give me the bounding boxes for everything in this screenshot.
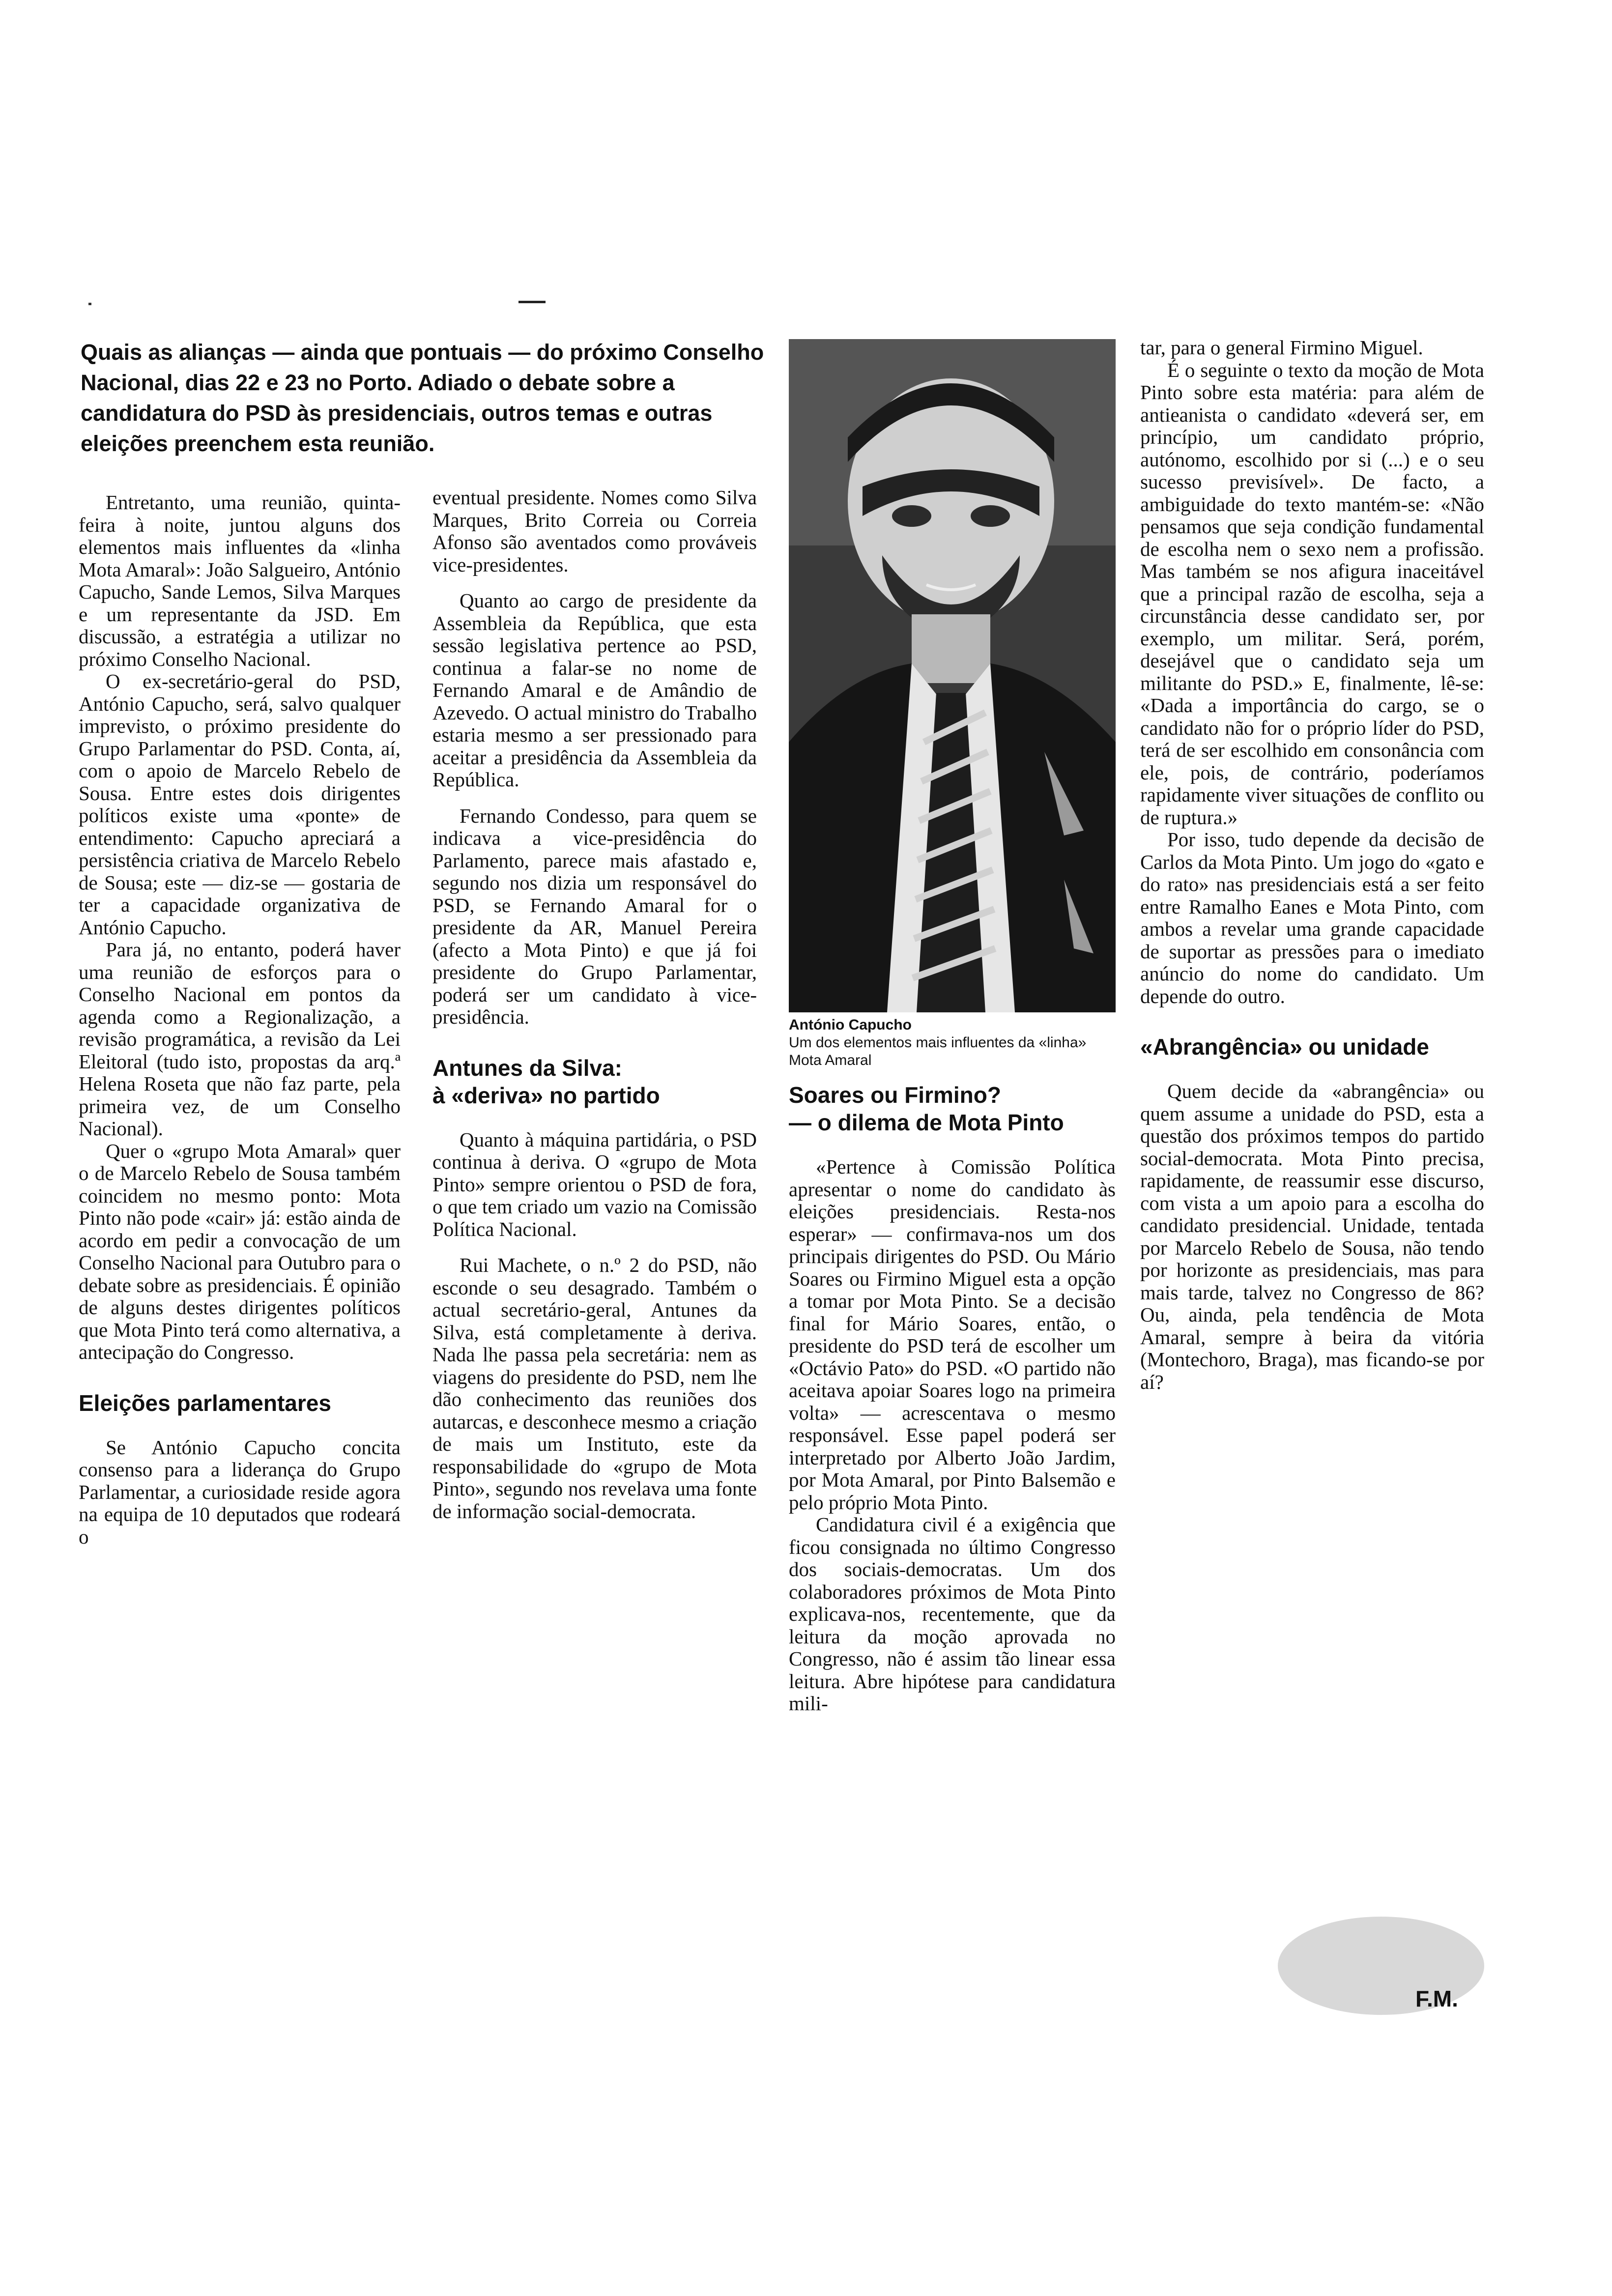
column2-paragraph: eventual presidente. Nomes como Silva Marques, Brito Correia ou Correia Afonso são aventados como prováveis vice-presidentes. [432, 486, 757, 576]
column1-paragraph: Se António Capucho concita consenso para a liderança do Grupo Parlamentar, a curiosidade reside agora na equipa de 10 deputados que rodeará o [79, 1435, 401, 1548]
portrait-illustration [789, 339, 1116, 1012]
article-column-2 [432, 487, 757, 1522]
subheading-line: Antunes da Silva: [432, 1055, 622, 1081]
column2-paragraph: Fernando Condesso, para quem se indicava a vice-presidência do Parlamento, parece mais afastado e, segundo nos dizia um responsável do PSD, se Fernando Amaral for o presidente da AR, Manuel Pereira (afecto a Mota Pinto) e que já foi presidente do Grupo Parlamentar, poderá ser um candidato à vice-presidência. [432, 804, 757, 1028]
subheading-soares-ou-firmino [789, 1081, 1116, 1136]
column4-paragraph: tar, para o general Firmino Miguel. [1140, 336, 1423, 359]
portrait-photo [789, 339, 1116, 1012]
subheading-line: Soares ou Firmino? [789, 1082, 1001, 1108]
column2-paragraph: Quanto ao cargo de presidente da Assembleia da República, que esta sessão legislativa pertence ao PSD, continua a falar-se no nome de Fernando Amaral e de Amândio de Azevedo. O actual ministro do Trabalho estaria mesmo a ser pressionado para aceitar a presidência da Assembleia da República. [432, 589, 757, 791]
subheading-line: — o dilema de Mota Pinto [789, 1110, 1064, 1135]
article-column-1 [79, 491, 401, 1548]
photo-caption [789, 1016, 1116, 1069]
column1-paragraph: Quer o «grupo Mota Amaral» quer o de Marcelo Rebelo de Sousa também coincidem no mesmo ponto: Mota Pinto não pode «cair» já: estão ainda de acordo em pedir a convocação de um Conselho Nacional para Outubro para o debate sobre as presidenciais. É opinião de alguns destes dirigentes políticos que Mota Pinto terá como alternativa, a antecipação do Congresso. [79, 1139, 401, 1363]
subheading-abrangencia-ou-unidade: «Abrangência» ou unidade [1140, 1034, 1429, 1060]
column4-paragraph: É o seguinte o texto da moção de Mota Pinto sobre esta matéria: para além de antieanista o candidato «deverá ser, em princípio, um candidato próprio, autónomo, escolhido por si (...) e o seu sucesso previsível». De facto, a ambiguidade do texto mantém-se: «Não pensamos que seja condição fundamental de escolha nem o sexo nem a profissão. Mas também se nos afigura inaceitável que a principal razão de escolha, seja a circunstância desse candidato ser, por exemplo, um militar. Será, porém, desejável que o candidato seja um militante do PSD.» E, finalmente, lê-se: «Dada a importância do cargo, se o candidato não for o próprio líder do PSD, terá de ser escolhido em consonância com ele, pois, de contrário, poderíamos rapidamente viver situações de conflito ou de ruptura.» [1140, 358, 1484, 829]
column2-paragraph: Quanto à máquina partidária, o PSD continua à deriva. O «grupo de Mota Pinto» sempre orientou o PSD de fora, o que tem criado um vazio na Comissão Política Nacional. [432, 1128, 757, 1240]
column1-paragraph: Entretanto, uma reunião, quinta-feira à noite, juntou alguns dos elementos mais influentes da «linha Mota Amaral»: João Salgueiro, António Capucho, Sande Lemos, Silva Marques e um representante da JSD. Em discussão, a estratégia a utilizar no próximo Conselho Nacional. [79, 491, 401, 670]
article-column-4 [1140, 337, 1484, 1393]
author-signature: F.M. [1415, 1986, 1458, 2011]
subheading-antunes-da-silva [432, 1054, 757, 1109]
column3-paragraph: «Pertence à Comissão Política apresentar o nome do candidato às eleições presidenciais. Resta-nos esperar» — confirmava-nos um dos principais dirigentes do PSD. Ou Mário Soares ou Firmino Miguel esta a opção a tomar por Mota Pinto. Se a decisão final for Mário Soares, então, o presidente do PSD terá de escolher um «Octávio Pato» do PSD. «O partido não aceitava apoiar Soares logo na primeira volta» — acrescentava o mesmo responsável. Esse papel poderá ser interpretado por Alberto João Jardim, por Mota Amaral, por Pinto Balsemão e pelo próprio Mota Pinto. [789, 1155, 1116, 1514]
lead-paragraph: Quais as alianças — ainda que pontuais — do próximo Conselho Nacional, dias 22 e 23 no Porto. Adiado o debate sobre a candidatura do PSD às presidenciais, outros temas e outras eleições preenchem esta reunião. [81, 340, 764, 456]
subheading-line: à «deriva» no partido [432, 1082, 660, 1108]
print-speck [88, 303, 91, 305]
column4-paragraph: Quem decide da «abrangência» ou quem assume a unidade do PSD, esta a questão dos próximos tempos do partido social-democrata. Mota Pinto precisa, rapidamente, de reassumir esse discurso, com vista a um apoio para a escolha do candidato presidencial. Unidade, tentada por Marcelo Rebelo de Sousa, não tendo por horizonte as presidenciais, mas para mais tarde, talvez no Congresso de 86? Ou, ainda, pela tendência de Mota Amaral, sempre à beira da vitória (Montechoro, Braga), mas ficando-se por aí? [1140, 1080, 1484, 1393]
top-rule [518, 301, 546, 303]
column1-paragraph: O ex-secretário-geral do PSD, António Capucho, será, salvo qualquer imprevisto, o próximo presidente do Grupo Parlamentar do PSD. Conta, aí, com o apoio de Marcelo Rebelo de Sousa. Entre estes dois dirigentes políticos existe uma «ponte» de entendimento: Capucho apreciará a persistência criativa de Marcelo Rebelo de Sousa; este — diz-se — gostaria de ter a capacidade organizativa de António Capucho. [79, 670, 401, 939]
column1-paragraph: Para já, no entanto, poderá haver uma reunião de esforços para o Conselho Nacional em pontos da agenda como a Regionalização, a revisão programática, a revisão da Lei Eleitoral (tudo isto, propostas da arq.ª Helena Roseta que não faz parte, pela primeira vez, de um Conselho Nacional). [79, 938, 401, 1140]
column2-paragraph: Rui Machete, o n.º 2 do PSD, não esconde o seu desagrado. Também o actual secretário-geral, Antunes da Silva, está completamente à deriva. Nada lhe passa pela secretária: nem as viagens do presidente do PSD, nem lhe dão conhecimento das reuniões dos autarcas, e desconhece mesmo a criação de mais um Instituto, este da responsabilidade do «grupo de Mota Pinto», segundo nos revelava uma fonte de informação social-democrata. [432, 1254, 757, 1522]
caption-text: Um dos elementos mais influentes da «linha» Mota Amaral [789, 1034, 1087, 1068]
article-column-3 [789, 1081, 1116, 1715]
column4-paragraph: Por isso, tudo depende da decisão de Carlos da Mota Pinto. Um jogo do «gato e do rato» nas presidenciais está a ser feito entre Ramalho Eanes e Mota Pinto, com ambos a revelar uma grande capacidade de suportar as pressões para o imediato anúncio do nome do candidato. Um depende do outro. [1140, 828, 1484, 1007]
column3-paragraph: Candidatura civil é a exigência que ficou consignada no último Congresso dos sociais-democratas. Um dos colaboradores próximos de Mota Pinto explicava-nos, recentemente, que da leitura da moção aprovada no Congresso, não é assim tão linear essa leitura. Abre hipótese para candidatura mili- [789, 1513, 1116, 1715]
subheading-eleicoes-parlamentares: Eleições parlamentares [79, 1390, 331, 1416]
caption-name: António Capucho [789, 1017, 912, 1033]
